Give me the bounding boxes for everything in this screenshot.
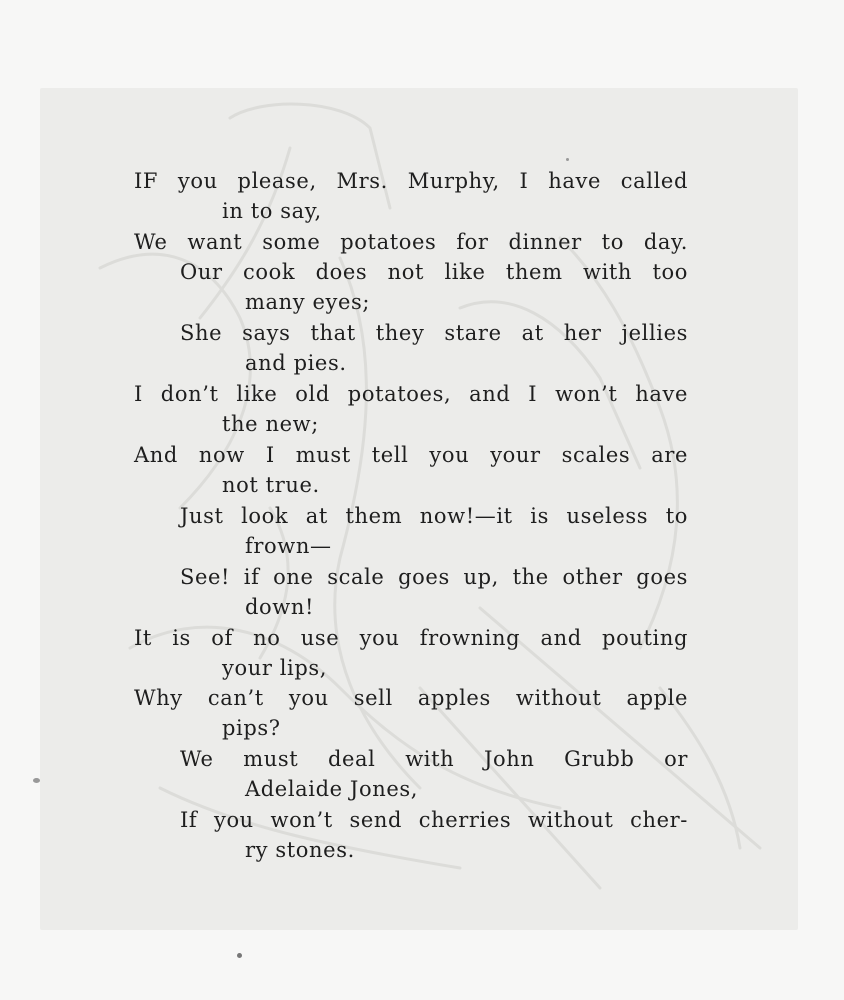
poem-line: See! if one scale goes up, the other goes: [180, 565, 688, 589]
poem-line: It is of no use you frowning and pouting: [134, 626, 688, 650]
poem-line: Our cook does not like them with too: [180, 260, 688, 284]
poem-line: down!: [245, 595, 315, 619]
poem-line: If you won’t send cherries without cher-: [180, 808, 688, 832]
poem-line: Just look at them now!—it is useless to: [180, 504, 688, 528]
poem-line: We must deal with John Grubb or: [180, 747, 688, 771]
poem-line: And now I must tell you your scales are: [134, 443, 688, 467]
poem-line: Why can’t you sell apples without apple: [134, 686, 688, 710]
poem-line: and pies.: [245, 351, 347, 375]
poem-line: frown—: [245, 534, 332, 558]
poem-line: pips?: [222, 716, 281, 740]
poem-line: not true.: [222, 473, 320, 497]
poem-line: in to say,: [222, 199, 322, 223]
poem-line: many eyes;: [245, 290, 371, 314]
poem-line: ry stones.: [245, 838, 355, 862]
poem-line: the new;: [222, 412, 319, 436]
poem-line: your lips,: [222, 656, 328, 680]
poem-line: Adelaide Jones,: [245, 777, 419, 801]
poem-line: She says that they stare at her jellies: [180, 321, 688, 345]
poem-line: IF you please, Mrs. Murphy, I have called: [134, 169, 688, 193]
poem-line: I don’t like old potatoes, and I won’t have: [134, 382, 688, 406]
poem-line: We want some potatoes for dinner to day.: [134, 230, 688, 254]
